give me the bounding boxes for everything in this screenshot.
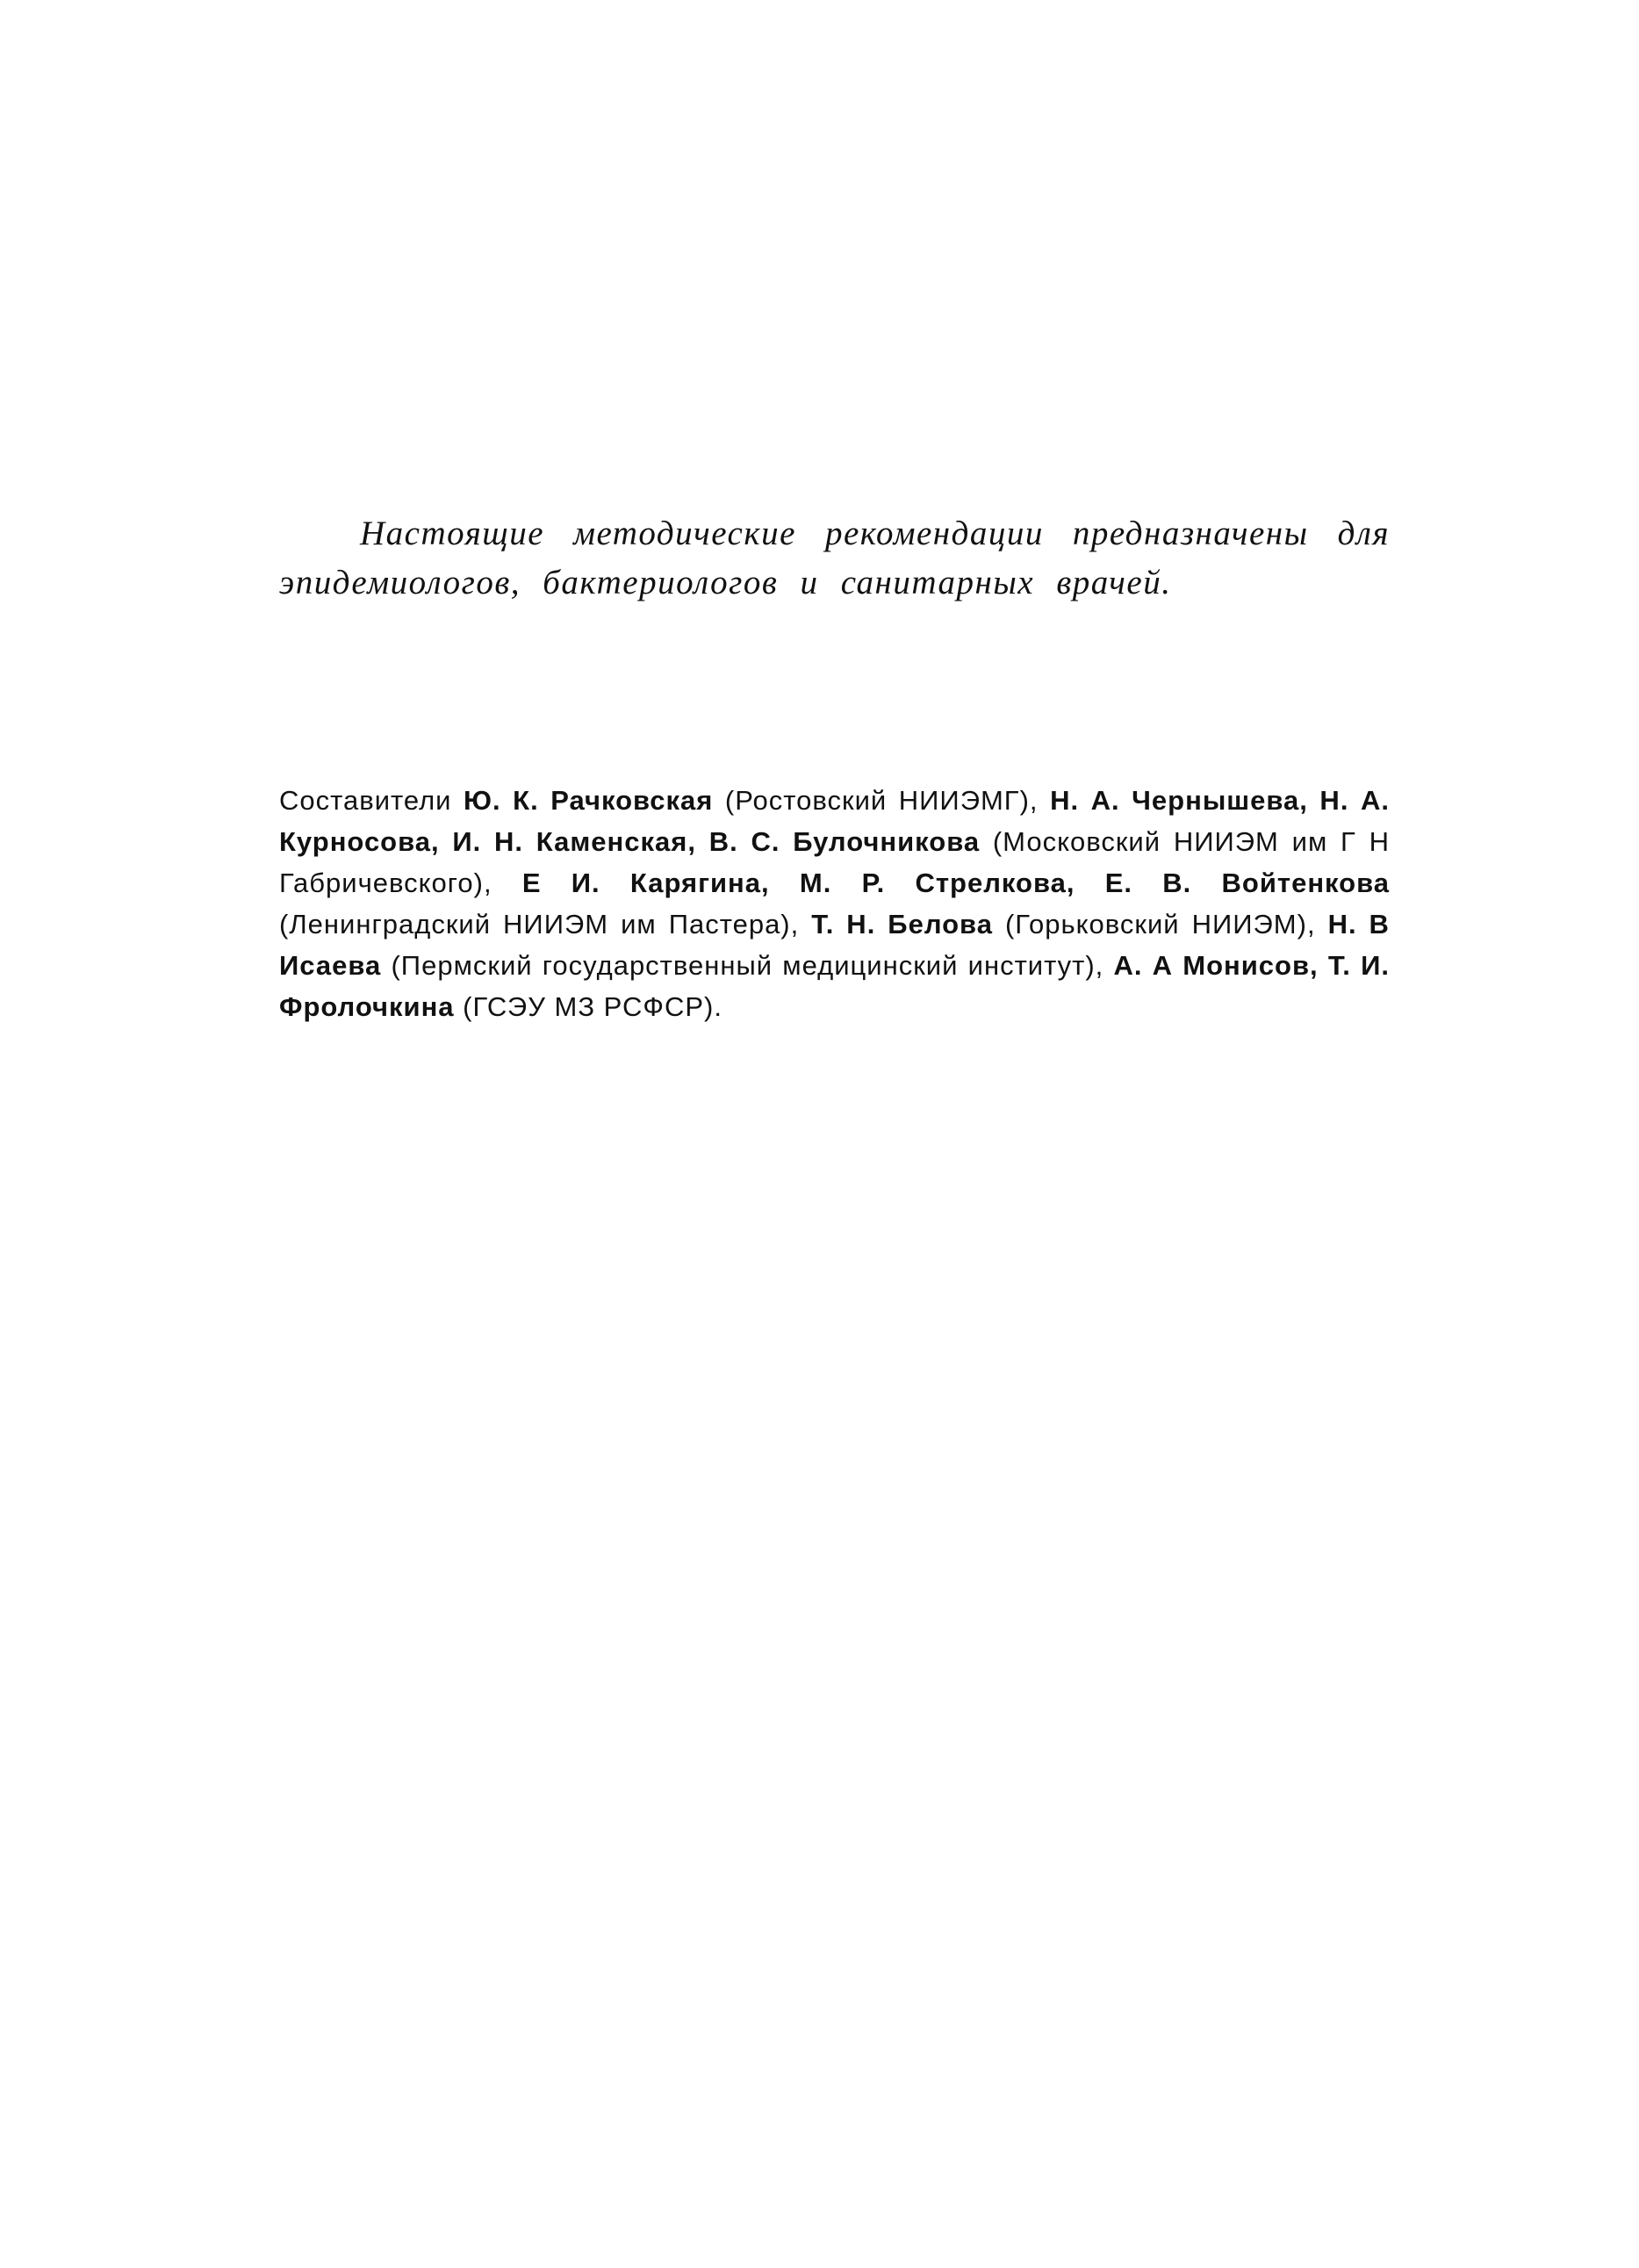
compiler-names: Е И. Карягина, М. Р. Стрелкова, Е. В. Войтенкова <box>521 868 1390 898</box>
compiler-names: Т. Н. Белова <box>811 909 993 940</box>
compiler-organization: (Ростовский НИИЭМГ), <box>724 785 1039 816</box>
compiler-organization: (Московский НИИЭМ им Г Н Габричевского), <box>279 826 1390 898</box>
compiler-organization: (Ленинградский НИИЭМ им Пастера), <box>279 909 800 940</box>
intro-paragraph: Настоящие методические рекомендации предназначены для эпидемиологов, бактериологов и санитарных врачей. <box>279 515 1390 601</box>
compiler-organization: (Пермский государственный медицинский институт), <box>391 950 1104 981</box>
compiler-organization: (ГСЭУ МЗ РСФСР). <box>463 991 722 1022</box>
compilers-label: Составители <box>279 785 452 816</box>
compiler-names: А. А Монисов, Т. И. Фролочкина <box>279 950 1390 1022</box>
compiler-organization: (Горьковский НИИЭМ), <box>1004 909 1316 940</box>
compiler-names: Н. В Исаева <box>279 909 1390 981</box>
compiler-names: Н. А. Чернышева, Н. А. Курносова, И. Н. Каменская, В. С. Булочникова <box>279 785 1390 857</box>
compiler-names: Ю. К. Рачковская <box>464 785 714 816</box>
compilers-paragraph <box>279 780 1390 1027</box>
